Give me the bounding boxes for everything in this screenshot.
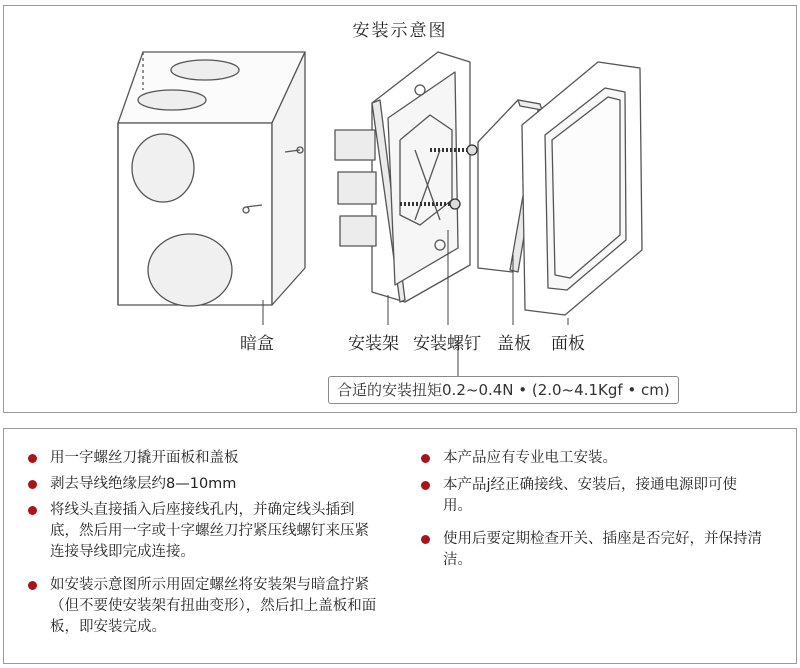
bullet-icon <box>421 481 430 490</box>
bullet-icon <box>28 506 37 515</box>
label-faceplate: 面板 <box>551 334 585 354</box>
list-item: 剥去导线绝缘层约8—10mm <box>50 474 380 495</box>
bullet-icon <box>28 454 37 463</box>
instructions-list-left <box>50 448 380 638</box>
bullet-icon <box>28 581 37 590</box>
label-mounting-screw: 安装螺钉 <box>413 334 481 354</box>
list-item: 如安装示意图所示用固定螺丝将安装架与暗盒拧紧（但不要使安装架有扭曲变形），然后扣上盖板和面板，即安装完成。 <box>50 575 380 638</box>
torque-spec-box <box>328 376 679 404</box>
torque-value: 0.2~0.4N • (2.0~4.1Kgf • cm) <box>442 381 670 399</box>
label-wall-box: 暗盒 <box>240 334 274 354</box>
label-cover-plate: 盖板 <box>497 334 531 354</box>
bullet-icon <box>421 535 430 544</box>
list-item: 本产品应有专业电工安装。 <box>443 448 763 469</box>
list-item: 用一字螺丝刀撬开面板和盖板 <box>50 448 380 469</box>
instructions-list-right <box>443 448 763 571</box>
bullet-icon <box>421 454 430 463</box>
diagram-title: 安装示意图 <box>352 21 448 41</box>
wall-box-illustration <box>118 52 305 306</box>
list-item: 将线头直接插入后座接线孔内，并确定线头插到底，然后用一字或十字螺丝刀拧紧压线螺钉来压紧连接导线即完成连接。 <box>50 500 380 563</box>
list-item: 本产品j经正确接线、安装后，接通电源即可使用。 <box>443 475 763 517</box>
faceplate-illustration <box>522 62 642 315</box>
torque-label: 合适的安装扭矩 <box>337 381 443 399</box>
bullet-icon <box>28 480 37 489</box>
list-item: 使用后要定期检查开关、插座是否完好，并保持清洁。 <box>443 529 763 571</box>
label-mounting-frame: 安装架 <box>348 334 399 354</box>
mounting-frame-illustration <box>335 52 470 302</box>
